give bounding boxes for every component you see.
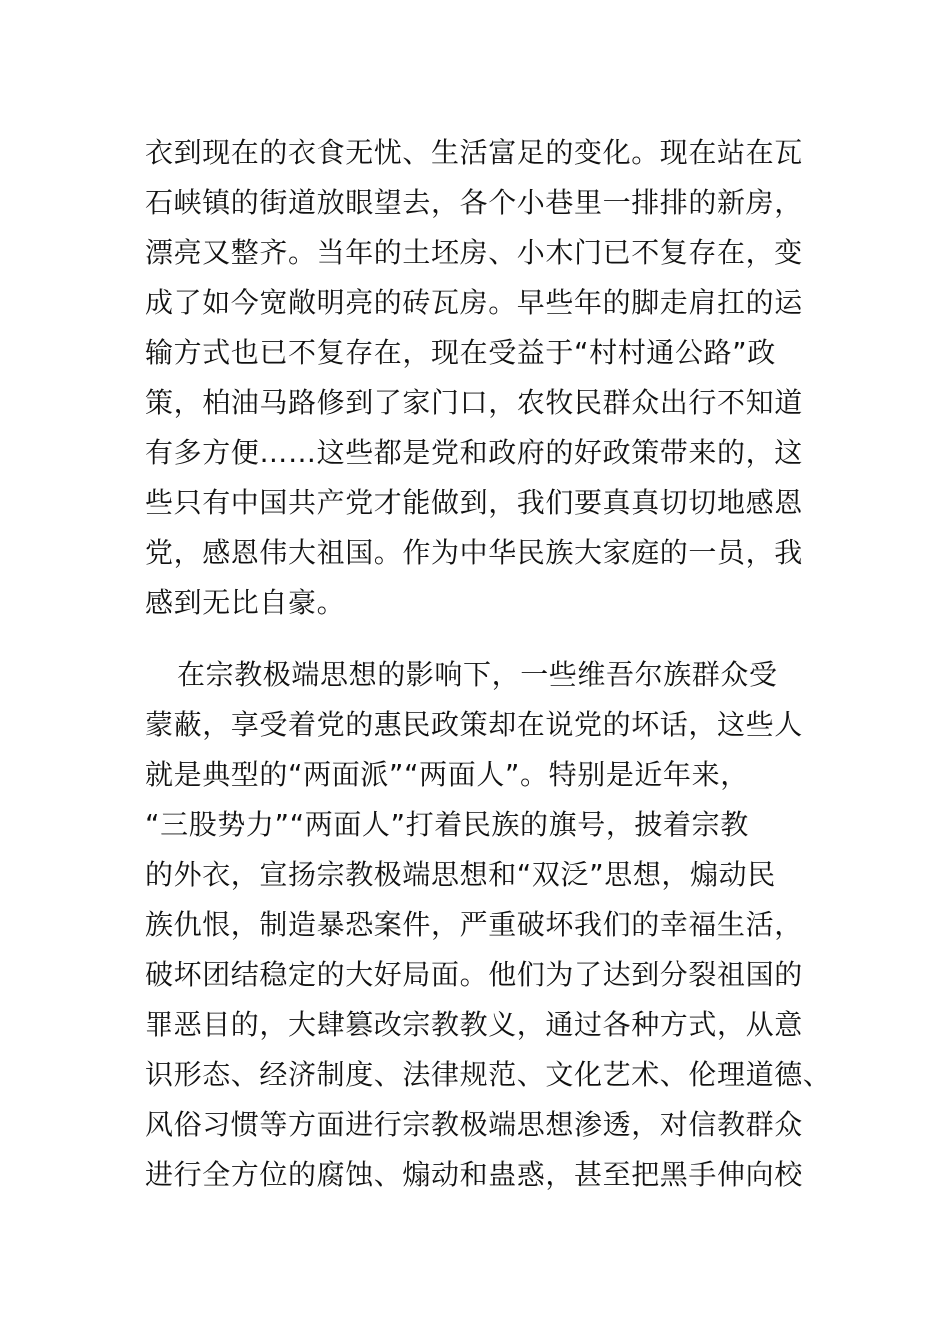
text-line: 成了如今宽敞明亮的砖瓦房。早些年的脚走肩扛的运 — [145, 286, 803, 319]
text-line: 些只有中国共产党才能做到，我们要真真切切地感恩 — [145, 486, 803, 519]
text-line: 进行全方位的腐蚀、煽动和蛊惑，甚至把黑手伸向校 — [145, 1158, 803, 1191]
text-line: 蒙蔽，享受着党的惠民政策却在说党的坏话，这些人 — [145, 708, 803, 741]
body-text — [145, 128, 832, 1200]
text-line: “三股势力”“两面人”打着民族的旗号，披着宗教 — [145, 808, 749, 841]
text-line: 有多方便……这些都是党和政府的好政策带来的，这 — [145, 436, 803, 469]
text-line: 破坏团结稳定的大好局面。他们为了达到分裂祖国的 — [145, 958, 803, 991]
paragraph — [145, 650, 832, 1200]
text-line: 风俗习惯等方面进行宗教极端思想渗透，对信教群众 — [145, 1108, 803, 1141]
text-line: 识形态、经济制度、法律规范、文化艺术、伦理道德、 — [145, 1058, 832, 1091]
text-line: 策，柏油马路修到了家门口，农牧民群众出行不知道 — [145, 386, 803, 419]
paragraph — [145, 128, 825, 628]
text-line: 石峡镇的街道放眼望去，各个小巷里一排排的新房， — [145, 186, 803, 219]
text-line: 输方式也已不复存在，现在受益于“村村通公路”政 — [145, 336, 776, 369]
text-line: 罪恶目的，大肆篡改宗教教义，通过各种方式，从意 — [145, 1008, 803, 1041]
text-line: 漂亮又整齐。当年的土坯房、小木门已不复存在，变 — [145, 236, 803, 269]
text-line: 就是典型的“两面派”“两面人”。特别是近年来， — [145, 758, 749, 791]
text-line: 族仇恨，制造暴恐案件，严重破坏我们的幸福生活， — [145, 908, 803, 941]
text-line: 感到无比自豪。 — [145, 586, 346, 619]
text-line: 党，感恩伟大祖国。作为中华民族大家庭的一员，我 — [145, 536, 803, 569]
text-line: 的外衣，宣扬宗教极端思想和“双泛”思想，煽动民 — [145, 858, 776, 891]
text-line: 在宗教极端思想的影响下，一些维吾尔族群众受 — [177, 658, 778, 691]
text-line: 衣到现在的衣食无忧、生活富足的变化。现在站在瓦 — [145, 136, 803, 169]
paragraph-gap — [145, 628, 825, 650]
